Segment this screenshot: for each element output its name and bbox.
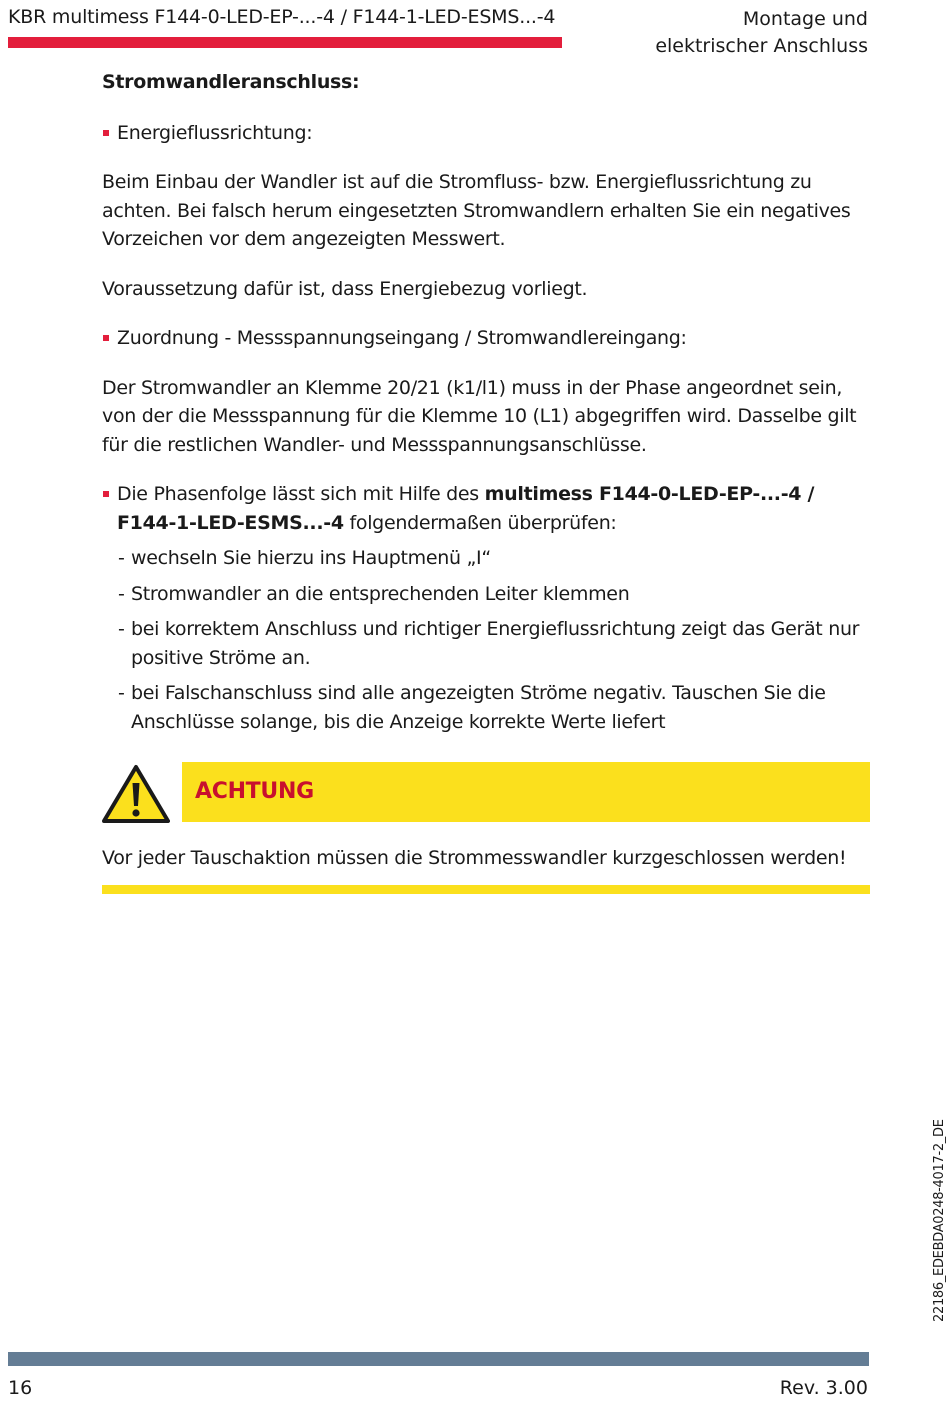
document-title: KBR multimess F144-0-LED-EP-...-4 / F144-1-LED-ESMS...-4 bbox=[8, 6, 556, 28]
paragraph-requirement: Voraussetzung dafür ist, dass Energiebezug vorliegt. bbox=[102, 277, 588, 300]
warning-triangle-icon bbox=[102, 764, 170, 824]
warning-header bbox=[102, 762, 870, 824]
dash-marker: - bbox=[118, 547, 125, 569]
phase-sequence-tail: folgendermaßen überprüfen: bbox=[343, 511, 617, 534]
warning-text: Vor jeder Tauschaktion müssen die Strommesswandler kurzgeschlossen werden! bbox=[102, 847, 847, 869]
dash-item bbox=[102, 615, 870, 672]
warning-end-line bbox=[102, 885, 870, 894]
dash-item bbox=[102, 679, 870, 736]
phase-sequence-intro: Die Phasenfolge lässt sich mit Hilfe des bbox=[117, 483, 485, 505]
bullet-phase-sequence bbox=[102, 480, 870, 537]
page-number: 16 bbox=[8, 1377, 33, 1399]
dash-marker: - bbox=[118, 682, 125, 704]
dash-marker: - bbox=[118, 618, 125, 640]
paragraph-installation: Beim Einbau der Wandler ist auf die Stromfluss- bzw. Energieflussrichtung zu achten. Bei falsch herum eingesetzten Stromwandlern erhalten Sie ein negatives Vorzeichen vor dem angezeigten Messwert. bbox=[102, 171, 851, 250]
bullet-energy-direction: Energieflussrichtung: bbox=[102, 119, 870, 148]
dash-marker: - bbox=[118, 582, 125, 605]
dash-item-text: Stromwandler an die entsprechenden Leiter klemmen bbox=[131, 582, 630, 605]
dash-item-text: wechseln Sie hierzu ins Hauptmenü „I“ bbox=[131, 547, 491, 569]
product-name: multimess F144-0-LED-EP-...-4 / F144-1-LED-ESMS...-4 bbox=[117, 483, 815, 534]
paragraph-terminal: Der Stromwandler an Klemme 20/21 (k1/l1) muss in der Phase angeordnet sein, von der die Messspannung für die Klemme 10 (L1) abgegriffen wird. Dasselbe gilt für die restlichen Wandler- und Messspannungsanschlüsse. bbox=[102, 376, 857, 456]
main-content bbox=[102, 68, 870, 894]
revision-label: Rev. 3.00 bbox=[779, 1377, 868, 1399]
section-heading: Stromwandleranschluss: bbox=[102, 71, 360, 93]
section-title-line1: Montage und bbox=[742, 8, 868, 30]
footer-bar bbox=[8, 1352, 869, 1366]
dash-item bbox=[102, 580, 870, 609]
section-title bbox=[655, 6, 868, 60]
dash-item bbox=[102, 544, 870, 573]
document-id: 22186_EDEBDA0248-4017-2_DE bbox=[932, 1119, 947, 1322]
section-title-line2: elektrischer Anschluss bbox=[655, 35, 868, 57]
header-accent-bar bbox=[8, 37, 562, 48]
warning-label-box bbox=[182, 762, 870, 822]
dash-item-text: bei Falschanschluss sind alle angezeigten Ströme negativ. Tauschen Sie die Anschlüsse solange, bis die Anzeige korrekte Werte liefert bbox=[131, 682, 826, 733]
bullet-assignment: Zuordnung - Messspannungseingang / Stromwandlereingang: bbox=[102, 324, 870, 353]
dash-item-text: bei korrektem Anschluss und richtiger Energieflussrichtung zeigt das Gerät nur positive Ströme an. bbox=[131, 618, 860, 669]
warning-label: ACHTUNG bbox=[195, 779, 314, 804]
